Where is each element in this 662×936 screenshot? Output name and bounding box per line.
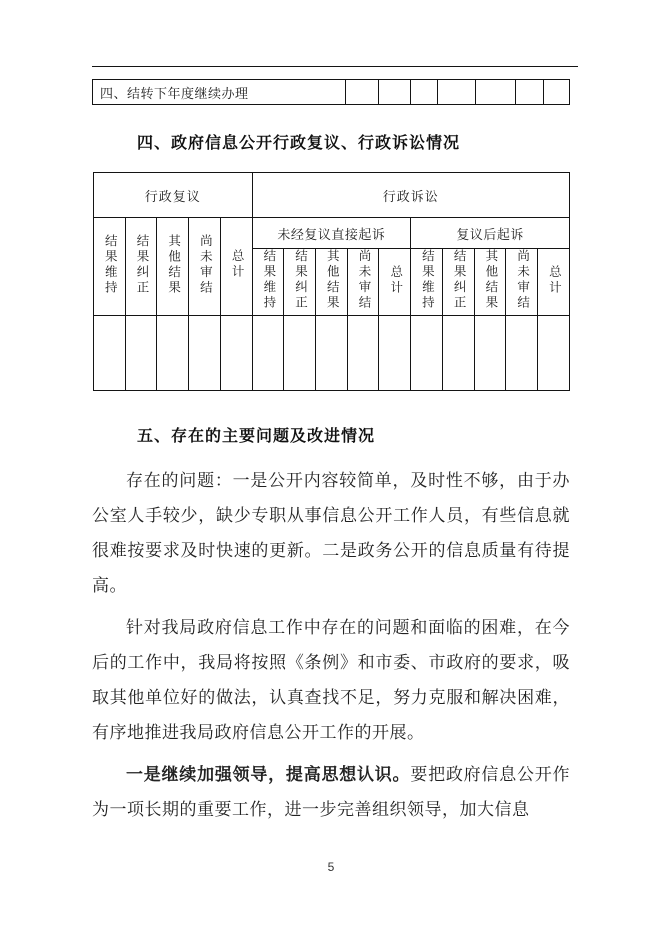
empty-cell [506, 316, 538, 391]
col-header-result-upheld [94, 218, 126, 316]
empty-cell [476, 80, 516, 105]
col-header-result-upheld [252, 249, 284, 316]
col-header-other-result [316, 249, 348, 316]
col-header-text: 尚未审结 [198, 233, 213, 296]
empty-cell [284, 316, 316, 391]
col-header-total [220, 218, 252, 316]
empty-cell [379, 80, 411, 105]
table-row [94, 316, 570, 391]
empty-cell [442, 316, 474, 391]
col-header-result-corrected [125, 218, 157, 316]
paragraph-bold-lead: 一是继续加强领导，提高思想认识。 [126, 765, 411, 784]
subheader-suit-after-review: 复议后起诉 [411, 218, 570, 249]
paragraph-measures [92, 610, 570, 750]
body-text [92, 463, 570, 827]
empty-cell [189, 316, 221, 391]
empty-cell [94, 316, 126, 391]
col-header-text: 结果纠正 [134, 233, 149, 296]
empty-cell [252, 316, 284, 391]
header-admin-review: 行政复议 [94, 173, 253, 218]
table-row [94, 173, 570, 218]
table-row [94, 218, 570, 249]
paragraph-text: 存在的问题：一是公开内容较简单，及时性不够，由于办公室人手较少，缺少专职从事信息公开工作人员，有些信息就很难按要求及时快速的更新。二是政务公开的信息质量有待提高。 [92, 471, 570, 595]
section4-heading: 四、政府信息公开行政复议、行政诉讼情况 [137, 135, 461, 152]
col-header-text: 结果纠正 [293, 249, 308, 311]
col-header-pending [506, 249, 538, 316]
table-row [93, 80, 570, 105]
carryover-table [92, 79, 570, 105]
empty-cell [411, 80, 438, 105]
subheader-direct-suit: 未经复议直接起诉 [252, 218, 411, 249]
col-header-text: 尚未审结 [356, 249, 371, 311]
col-header-total [379, 249, 411, 316]
empty-cell [347, 316, 379, 391]
section5-heading: 五、存在的主要问题及改进情况 [137, 428, 376, 445]
col-header-total [538, 249, 570, 316]
col-header-other-result [157, 218, 189, 316]
col-header-text: 其他结果 [483, 249, 498, 311]
col-header-text: 结果维持 [103, 233, 118, 296]
empty-cell [411, 316, 443, 391]
paragraph-problems [92, 463, 570, 603]
col-header-result-corrected [284, 249, 316, 316]
col-header-pending [347, 249, 379, 316]
table-continuation-rule [92, 66, 578, 67]
empty-cell [379, 316, 411, 391]
col-header-text: 总计 [547, 264, 562, 296]
header-admin-litigation: 行政诉讼 [252, 173, 569, 218]
col-header-other-result [474, 249, 506, 316]
col-header-result-corrected [442, 249, 474, 316]
empty-cell [316, 316, 348, 391]
col-header-text: 尚未审结 [515, 249, 530, 311]
empty-cell [538, 316, 570, 391]
paragraph-text: 针对我局政府信息工作中存在的问题和面临的困难，在今后的工作中，我局将按照《条例》和市委、市政府的要求，吸取其他单位好的做法，认真查找不足，努力克服和解决困难，有序地推进我局政府信息公开工作的开展。 [92, 618, 570, 742]
col-header-text: 结果纠正 [452, 249, 467, 311]
empty-cell [157, 316, 189, 391]
col-header-text: 其他结果 [166, 233, 181, 296]
empty-cell [516, 80, 544, 105]
col-header-pending [189, 218, 221, 316]
col-header-text: 结果维持 [261, 249, 276, 311]
page-number: 5 [327, 860, 335, 874]
empty-cell [346, 80, 379, 105]
review-litigation-table [93, 172, 570, 391]
paragraph-text: 要把政府信息公开作为一项长期的重要工作，进一步完善组织领导，加大信息 [92, 765, 571, 819]
col-header-text: 结果维持 [420, 249, 435, 311]
paragraph-leadership [92, 757, 570, 827]
col-header-text: 其他结果 [325, 249, 340, 311]
empty-cell [438, 80, 476, 105]
empty-cell [220, 316, 252, 391]
col-header-result-upheld [411, 249, 443, 316]
carryover-row-label: 四、结转下年度继续办理 [93, 80, 346, 105]
col-header-text: 总计 [230, 249, 245, 280]
col-header-text: 总计 [388, 264, 403, 296]
empty-cell [544, 80, 570, 105]
empty-cell [125, 316, 157, 391]
empty-cell [474, 316, 506, 391]
